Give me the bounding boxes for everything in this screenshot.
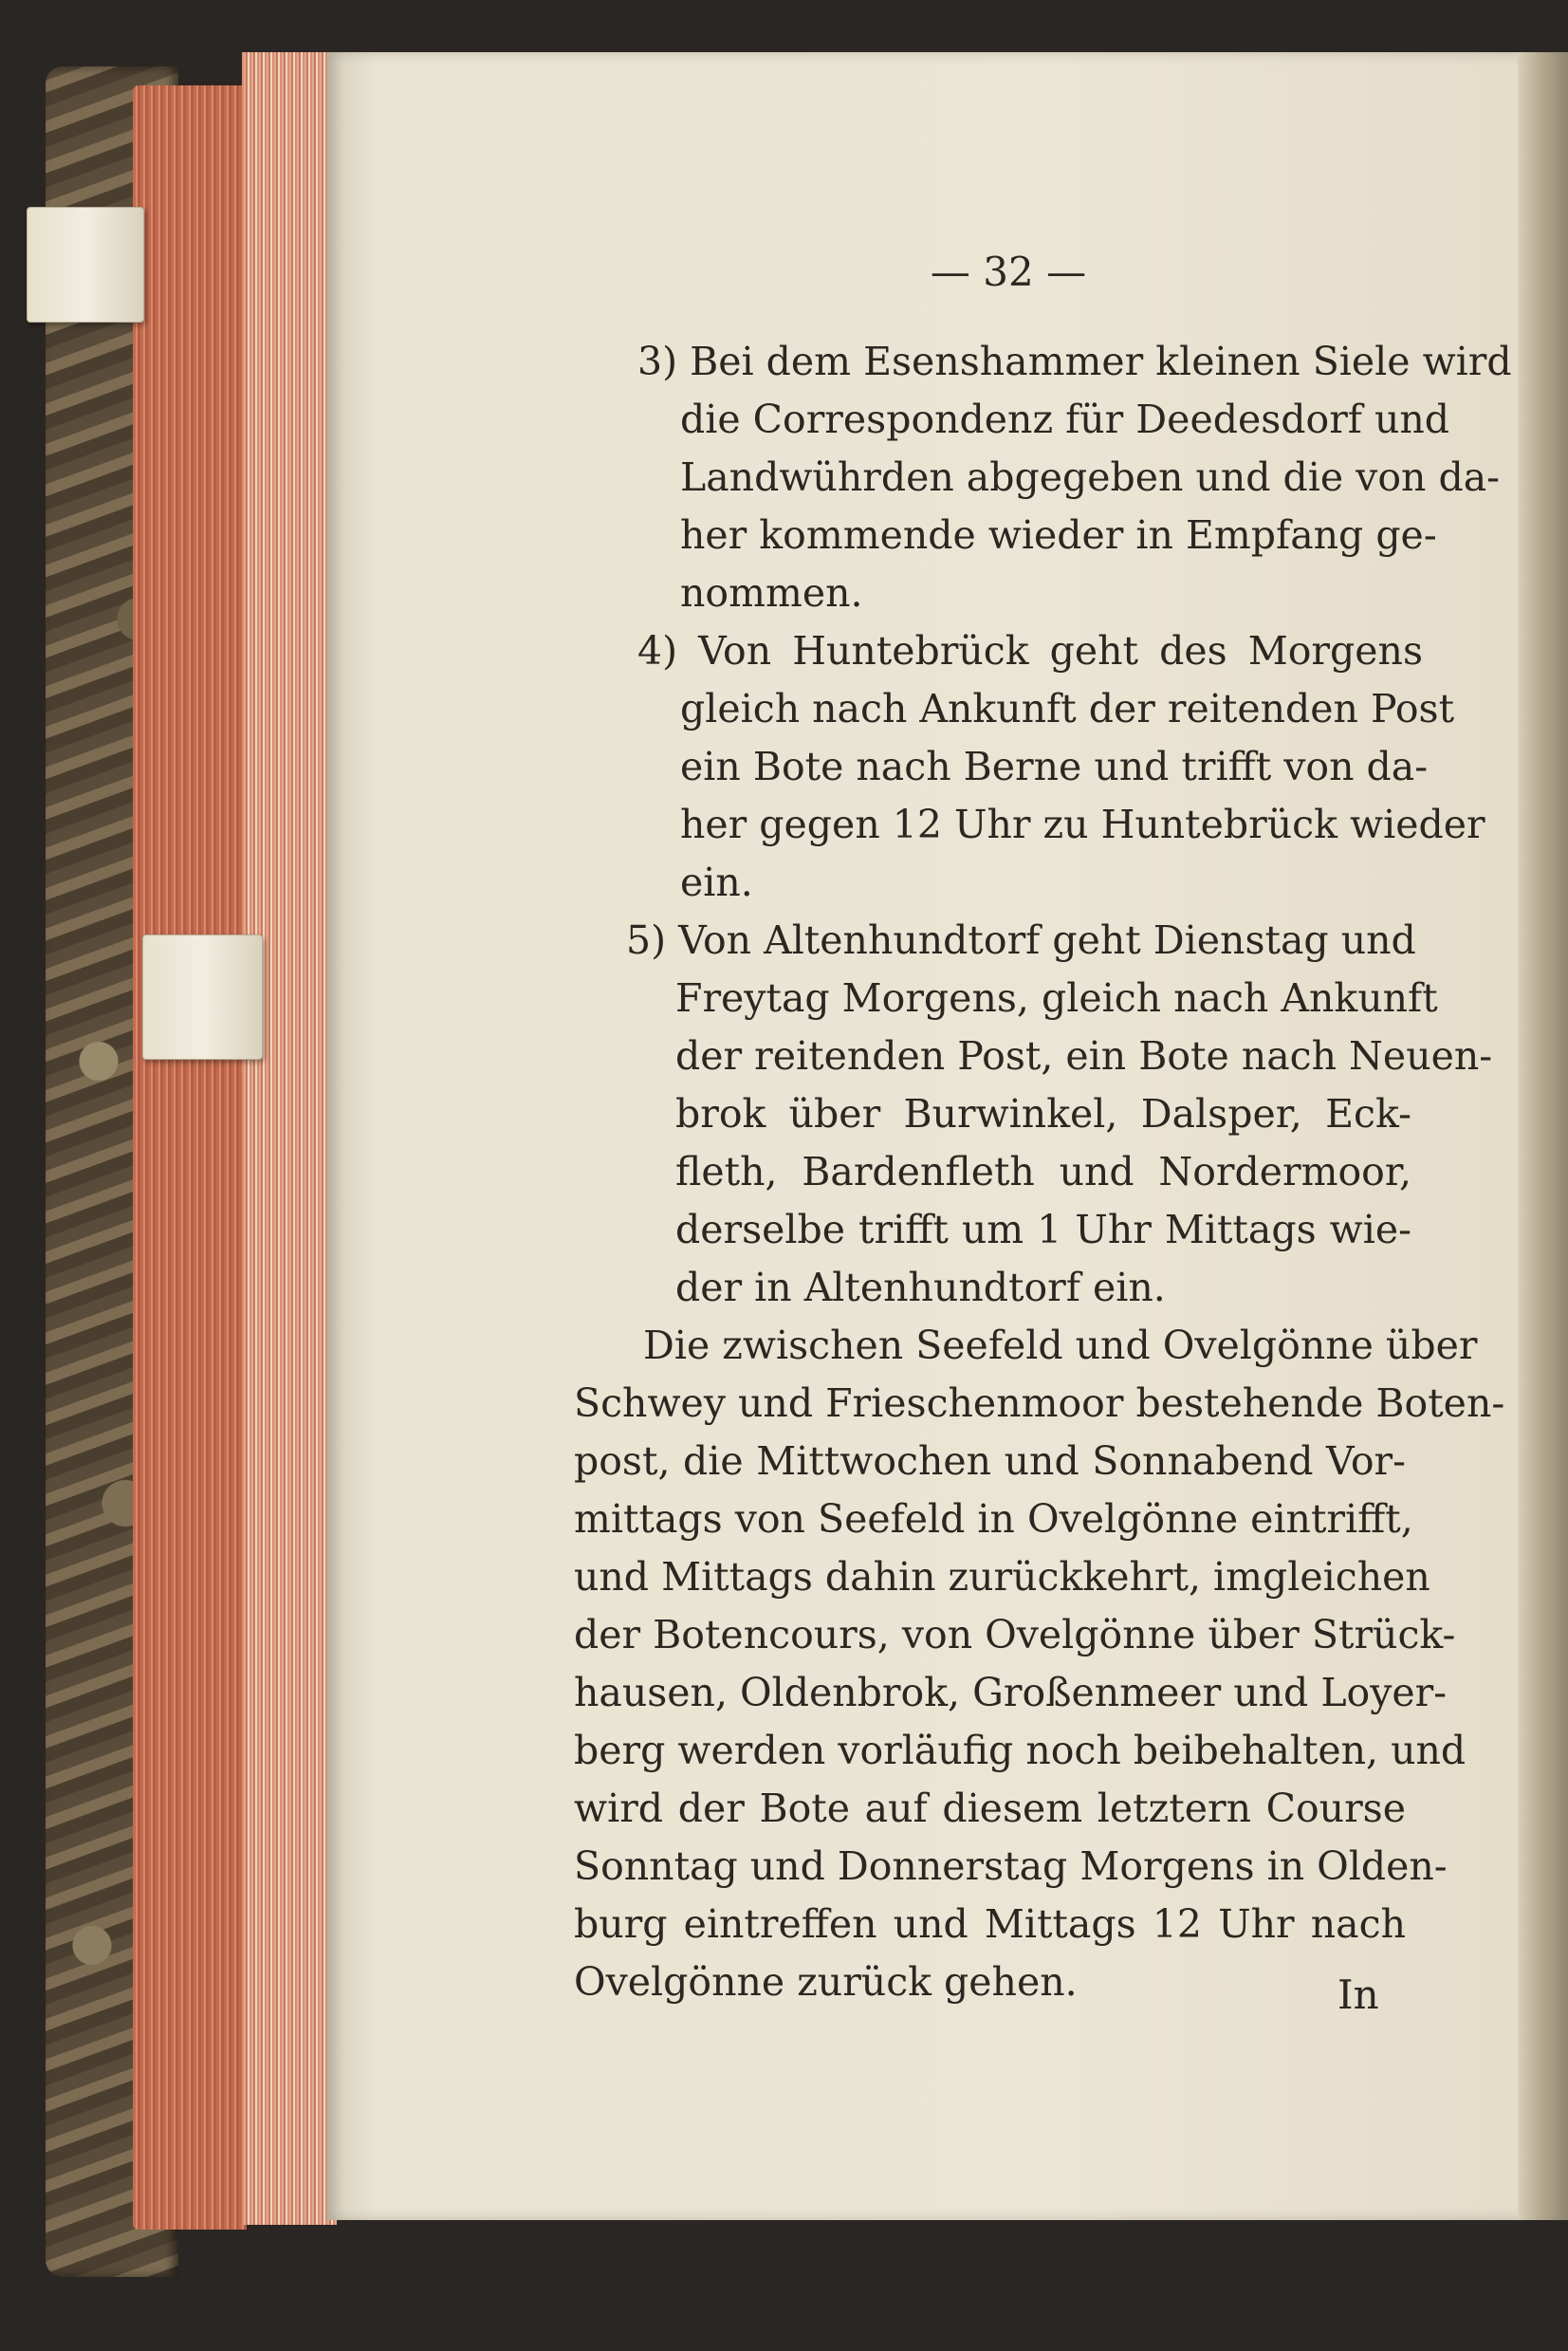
text-line: 5) Von Altenhundtorf geht Dienstag und: [626, 917, 1416, 963]
text-line: der reitenden Post, ein Bote nach Neuen-: [675, 1033, 1493, 1079]
text-line: 4) Von Huntebrück geht des Morgens: [637, 628, 1423, 674]
text-line: Sonntag und Donnerstag Morgens in Olden-: [574, 1843, 1448, 1889]
text-line: ein.: [680, 860, 753, 905]
page-number: — 32 —: [930, 249, 1087, 295]
page-edges-left: [133, 85, 247, 2230]
text-line: die Correspondenz für Deedesdorf und: [680, 397, 1450, 442]
text-line: Freytag Morgens, gleich nach Ankunft: [675, 975, 1438, 1021]
text-line: fleth, Bardenfleth und Nordermoor,: [675, 1149, 1411, 1194]
text-line: Landwührden abgegeben und die von da-: [680, 454, 1501, 500]
page-gutter: [1518, 52, 1568, 2220]
text-line: Die zwischen Seefeld und Ovelgönne über: [643, 1323, 1478, 1368]
text-line: her gegen 12 Uhr zu Huntebrück wieder: [680, 802, 1485, 847]
text-line: berg werden vorläufig noch beibehalten, und: [574, 1728, 1467, 1773]
text-line: Schwey und Frieschenmoor bestehende Boten-: [574, 1380, 1505, 1426]
vellum-tab-middle: [142, 935, 263, 1060]
catchword: In: [1337, 1972, 1379, 2018]
text-line: gleich nach Ankunft der reitenden Post: [680, 686, 1455, 731]
text-line: her kommende wieder in Empfang ge-: [680, 512, 1437, 558]
text-line: nommen.: [680, 570, 863, 616]
text-line: burg eintreffen und Mittags 12 Uhr nach: [574, 1901, 1406, 1947]
text-line: wird der Bote auf diesem letztern Course: [574, 1786, 1406, 1831]
text-line: brok über Burwinkel, Dalsper, Eck-: [675, 1091, 1411, 1137]
text-line: ein Bote nach Berne und trifft von da-: [680, 744, 1429, 789]
text-line: Ovelgönne zurück gehen.: [574, 1959, 1078, 2005]
page-edges-inner: [242, 52, 337, 2225]
text-line: post, die Mittwochen und Sonnabend Vor-: [574, 1438, 1406, 1484]
text-line: der in Altenhundtorf ein.: [675, 1265, 1166, 1310]
text-line: 3) Bei dem Esenshammer kleinen Siele wird: [637, 339, 1512, 384]
text-line: der Botencours, von Ovelgönne über Strück-: [574, 1612, 1456, 1657]
text-line: und Mittags dahin zurückkehrt, imgleichen: [574, 1554, 1430, 1600]
text-line: hausen, Oldenbrok, Großenmeer und Loyer-: [574, 1670, 1448, 1715]
text-line: mittags von Seefeld in Ovelgönne eintrifft,: [574, 1496, 1413, 1542]
vellum-tab-top: [27, 207, 144, 323]
text-line: derselbe trifft um 1 Uhr Mittags wie-: [675, 1207, 1411, 1252]
